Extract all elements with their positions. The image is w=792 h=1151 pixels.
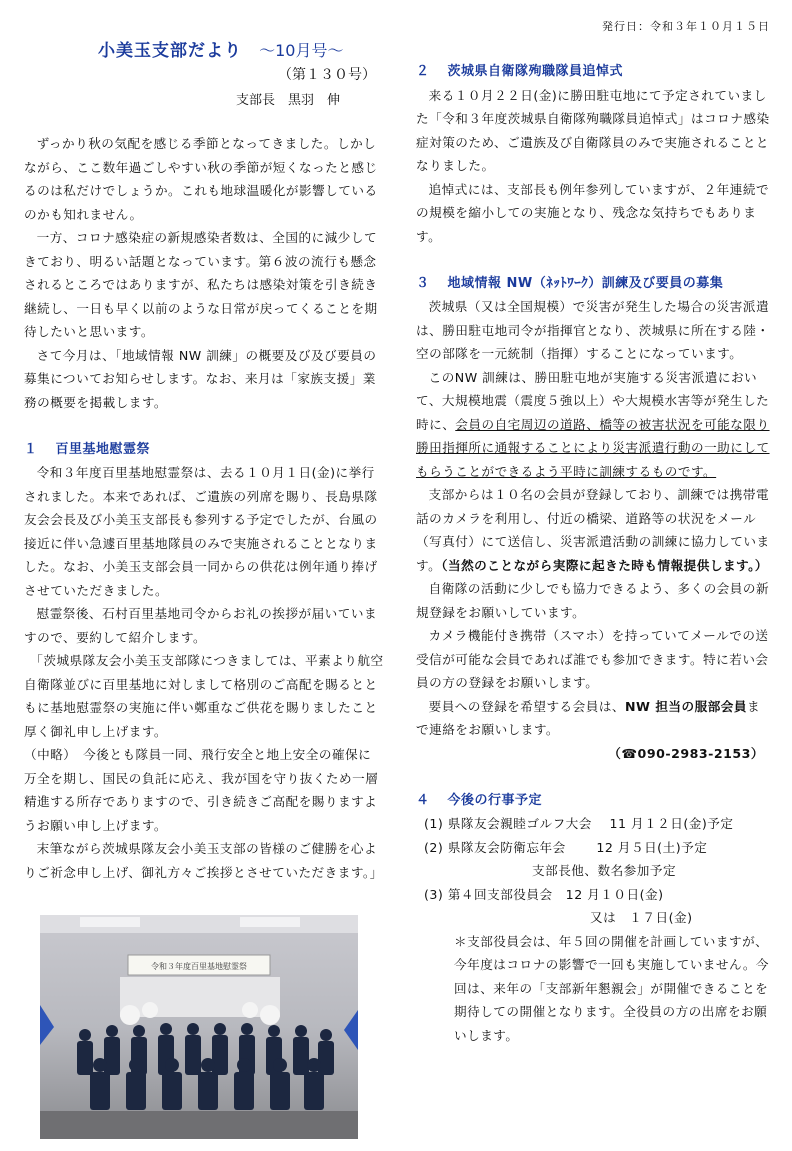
paragraph-text: 支部からは１０名の会員が登録しており、訓練では携帯電話のカメラを利用し、付近の橋梁、道路等の状況をメール（写真付）にて送信し、災害派遣活動の訓練に協力しています。: [416, 487, 770, 573]
section-number: ２: [416, 64, 430, 79]
bold-text: （当然のことながら実際に起きた時も情報提供します。）: [441, 557, 769, 573]
section-number: ４: [416, 792, 430, 808]
event-subnote: 又は １７日(金): [590, 910, 693, 925]
section-1-paragraph: 令和３年度百里基地慰霊祭は、去る１０月１日(金)に挙行されました。本来であれば、ご遺族の列席を賜り、長島県隊友会会長及び小美玉支部長も参列する予定でしたが、台風の接近に伴い急遽百里基地隊員のみで実施されることとなりました。なお、小美玉支部会員一同からの供花は例年通り捧げさせていただきました。: [24, 465, 378, 598]
section-title: 百里基地慰霊祭: [55, 441, 151, 457]
event-note: ＊支部役員会は、年５回の開催を計画していますが、今年度はコロナの影響で一回も実施していません。今回は、来年の「支部新年懇親会」が開催できることを期待しての開催となります。全役員の方の出席をお願いします。: [454, 933, 770, 1043]
left-column: [24, 132, 384, 884]
group-photo-illustration: [40, 915, 358, 1139]
memorial-ceremony-photo: [40, 915, 358, 1139]
underlined-text: 会員の自宅周辺の道路、橋等の被害状況を可能な限り勝田指揮所に通報することにより災害派遣行動の一助にしてもらうことができるよう平時に訓練するものです。: [416, 416, 770, 479]
event-subnote: 支部長他、数名参加予定: [532, 863, 677, 878]
contact-person: NW 担当の服部会員: [625, 698, 747, 714]
intro-paragraph: 一方、コロナ感染症の新規感染者数は、全国的に減少してきており、明るい話題となっています。第６波の流行も懸念されるところではありますが、私たちは感染対策を引き続き継続し、一日も早く以前のような日常が戻ってくることを期待したいと思います。: [24, 230, 378, 339]
section-2-paragraph: 追悼式には、支部長も例年参列していますが、２年連続での規模を縮小しての実施となり、残念な気持ちでもあります。: [416, 181, 770, 244]
issue-number: （第１３０号）: [278, 67, 376, 83]
author-line: 支部長 黒羽 伸: [236, 93, 341, 108]
paragraph-text: まで連絡をお願いします。: [416, 698, 761, 737]
section-2-paragraph: 来る１０月２２日(金)に勝田駐屯地にて予定されていました「令和３年度茨城県自衛隊殉職隊員追悼式」はコロナ感染症対策のため、ご遺族及び自衛隊員のみで実施されることとなりました。: [416, 87, 770, 173]
quote-paragraph: 末筆ながら茨城県隊友会小美玉支部の皆様のご健勝を心よりご祈念申し上げ、御礼方々ご挨拶とさせていただきます。」: [24, 841, 383, 880]
section-number: １: [24, 441, 38, 457]
section-4-heading: [416, 789, 772, 813]
section-1-paragraph: 慰霊祭後、石村百里基地司令からお礼の挨拶が届いていますので、要約して紹介します。: [24, 606, 378, 645]
paragraph-text: 要員への登録を希望する会員は、: [428, 698, 625, 714]
section-title: 地域情報 NW（ﾈｯﾄﾜｰｸ）訓練及び要員の募集: [447, 275, 724, 291]
section-number: ３: [416, 275, 430, 291]
issue-date: 発行日：令和３年１０月１５日: [602, 20, 770, 33]
paragraph-text: このNW 訓練は、勝田駐屯地が実施する災害派遣において、大規模地震（震度５強以上）や大規模水害等が発生した時に、: [416, 369, 770, 432]
section-3-paragraph: 自衛隊の活動に少しでも協力できるよう、多くの会員の新規登録をお願いしています。: [416, 581, 770, 620]
right-column: [416, 60, 772, 1047]
event-item: (2) 県隊友会防衛忘年会 12 月５日(土)予定: [424, 839, 708, 855]
intro-paragraph: ずっかり秋の気配を感じる季節となってきました。しかしながら、ここ数年過ごしやすい秋の季節が短くなったと感じるのは私だけでしょうか。これも地球温暖化が影響しているのかも知れません。: [24, 136, 378, 222]
quote-paragraph: （中略） 今後とも隊員一同、飛行安全と地上安全の確保に万全を期し、国民の負託に応え、我が国を守り抜くため一層精進する所存でありますので、引き続きご高配を賜りますようお願い申し上げます。: [24, 747, 379, 833]
event-item: (1) 県隊友会親睦ゴルフ大会 11 月１２日(金)予定: [424, 816, 734, 831]
section-1-heading: [24, 438, 384, 462]
section-3-heading: [416, 272, 772, 296]
section-3-paragraph: 茨城県（又は全国規模）で災害が発生した場合の災害派遣は、勝田駐屯地司令が指揮官となり、茨城県に所在する陸・空の部隊を一元統制（指揮）することになっています。: [416, 299, 770, 361]
newsletter-header: [98, 36, 343, 61]
ceremony-banner-text: 令和３年度百里基地慰霊祭: [151, 962, 247, 971]
section-title: 茨城県自衛隊殉職隊員追悼式: [447, 64, 624, 79]
section-title: 今後の行事予定: [447, 792, 543, 808]
section-3-paragraph: カメラ機能付き携帯（スマホ）を持っていてメールでの送受信が可能な会員であれば誰でも参加できます。特に若い会員の方の登録をお願いします。: [416, 628, 769, 690]
section-3-paragraph: [416, 483, 772, 577]
quote-paragraph: 「茨城県隊友会小美玉支部隊につきましては、平素より航空自衛隊並びに百里基地に対しまして格別のご高配を賜るとともに基地慰霊祭の実施に伴い鄭重なご供花を賜りましたこと厚く御礼申し上げます。: [24, 653, 384, 739]
event-item: (3) 第４回支部役員会 12 月１０日(金): [424, 886, 664, 902]
section-3-paragraph: [416, 366, 772, 484]
section-2-heading: [416, 60, 772, 84]
newsletter-title: 小美玉支部だより: [98, 41, 242, 61]
issue-month: ～10月号～: [259, 41, 344, 60]
phone-number: （☎090-2983-2153）: [608, 745, 764, 761]
section-3-paragraph: [416, 695, 772, 742]
intro-paragraph: さて今月は、「地域情報 NW 訓練」の概要及び及び要員の募集についてお知らせします。なお、来月は「家族支援」業務の概要を掲載します。: [24, 347, 377, 410]
